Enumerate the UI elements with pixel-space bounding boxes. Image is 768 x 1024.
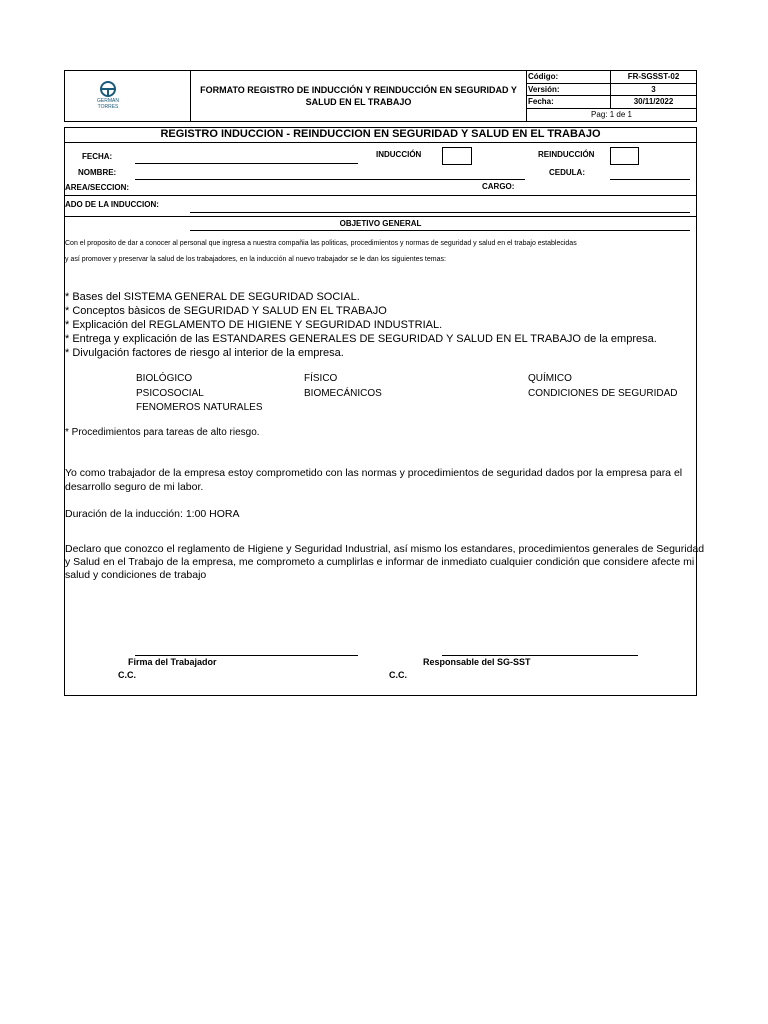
cedula-input-line[interactable] [610, 179, 690, 180]
risk-psicosocial: PSICOSOCIAL [136, 388, 204, 399]
version-label: Versión: [528, 85, 560, 94]
reinduccion-label: REINDUCCIÓN [538, 150, 595, 159]
fecha-field-label: FECHA: [82, 152, 113, 161]
risk-quimico: QUÍMICO [528, 373, 572, 384]
intro-text-line1: Con el proposito de dar a conocer al personal que ingresa a nuestra compañia las politicas, procedimientos y normas de seguridad y salud en el trabajo establecidas [65, 240, 577, 247]
fecha-input-line[interactable] [135, 163, 358, 164]
encargado-row-bottom [64, 216, 697, 217]
company-logo [90, 80, 126, 114]
risk-biologico: BIOLÓGICO [136, 373, 193, 384]
logo-text-1: GERMAN [97, 98, 119, 104]
logo-text-2: TORRES [97, 104, 119, 110]
topic-item: * Bases del SISTEMA GENERAL DE SEGURIDAD SOCIAL. [65, 291, 360, 303]
risk-fisico: FÍSICO [304, 373, 338, 384]
topic-item: * Conceptos bàsicos de SEGURIDAD Y SALUD EN EL TRABAJO [65, 305, 387, 317]
compromiso-text-line2: desarrollo seguro de mi labor. [65, 481, 204, 493]
objetivo-title: OBJETIVO GENERAL [339, 219, 422, 228]
version-value: 3 [651, 85, 656, 94]
procedimientos-text: * Procedimientos para tareas de alto riesgo. [65, 427, 260, 438]
header-row-line [526, 95, 697, 96]
section-title: REGISTRO INDUCCION - REINDUCCION EN SEGURIDAD Y SALUD EN EL TRABAJO [160, 128, 601, 140]
cc-responsable-label: C.C. [389, 670, 407, 680]
intro-text-line2: y así promover y preservar la salud de los trabajadores, en la inducción al nuevo trabajador se le dan los siguientes temas: [65, 256, 446, 263]
area-row-bottom [64, 195, 697, 196]
risk-naturales: FENOMEROS NATURALES [136, 402, 263, 413]
header-row-line [526, 83, 697, 84]
codigo-label: Código: [528, 72, 559, 81]
risk-condiciones: CONDICIONES DE SEGURIDAD [528, 388, 678, 399]
induccion-checkbox[interactable] [442, 147, 472, 165]
cedula-field-label: CEDULA: [549, 168, 585, 177]
cargo-field-label: CARGO: [482, 182, 515, 191]
topic-item: * Explicación del REGLAMENTO DE HIGIENE Y SEGURIDAD INDUSTRIAL. [65, 319, 443, 331]
nombre-field-label: NOMBRE: [78, 168, 117, 177]
topic-item: * Entrega y explicación de las ESTANDARES GENERALES DE SEGURIDAD Y SALUD EN EL TRABAJO de la empresa. [65, 333, 657, 345]
risk-biomecanicos: BIOMECÁNICOS [304, 388, 382, 399]
area-field-label: AREA/SECCION: [65, 183, 130, 192]
document-title-line1: FORMATO REGISTRO DE INDUCCIÓN Y REINDUCCIÓN EN SEGURIDAD Y [200, 85, 517, 95]
objetivo-underline [190, 230, 690, 231]
topics-list [65, 290, 657, 360]
encargado-input-line[interactable] [190, 212, 690, 213]
duracion-text: Duración de la inducción: 1:00 HORA [65, 508, 240, 520]
firma-trabajador-line[interactable] [135, 655, 358, 656]
firma-responsable-label: Responsable del SG-SST [423, 657, 531, 667]
page-number: Pag: 1 de 1 [591, 110, 632, 119]
fecha-value: 30/11/2022 [633, 97, 674, 106]
nombre-input-line[interactable] [135, 179, 525, 180]
encargado-field-label: ADO DE LA INDUCCION: [65, 200, 159, 209]
section-title-underline [64, 142, 697, 143]
firma-responsable-line[interactable] [442, 655, 638, 656]
codigo-value: FR-SGSST-02 [627, 72, 680, 81]
company-logo-icon [90, 80, 126, 98]
reinduccion-checkbox[interactable] [610, 147, 639, 165]
topic-item: * Divulgación factores de riesgo al interior de la empresa. [65, 347, 344, 359]
declaro-text-line3: salud y condiciones de trabajo [65, 569, 207, 581]
document-title-line2: SALUD EN EL TRABAJO [305, 97, 412, 107]
header-divider-logo [190, 70, 191, 122]
compromiso-text-line1: Yo como trabajador de la empresa estoy comprometido con las normas y procedimientos de seguridad dados por la empresa para el [65, 467, 683, 479]
fecha-label: Fecha: [528, 97, 554, 106]
declaro-text-line1: Declaro que conozco el reglamento de Higiene y Seguridad Industrial, así mismo los estandares, procedimientos generales de Seguridad [65, 543, 705, 555]
cc-trabajador-label: C.C. [118, 670, 136, 680]
induccion-label: INDUCCIÓN [376, 150, 422, 159]
firma-trabajador-label: Firma del Trabajador [128, 657, 217, 667]
declaro-text-line2: y Salud en el Trabajo de la empresa, me comprometo a cumplirlas e informar de inmediato cualquier condición que considere afecte mi [65, 556, 695, 568]
header-row-line [526, 108, 697, 109]
